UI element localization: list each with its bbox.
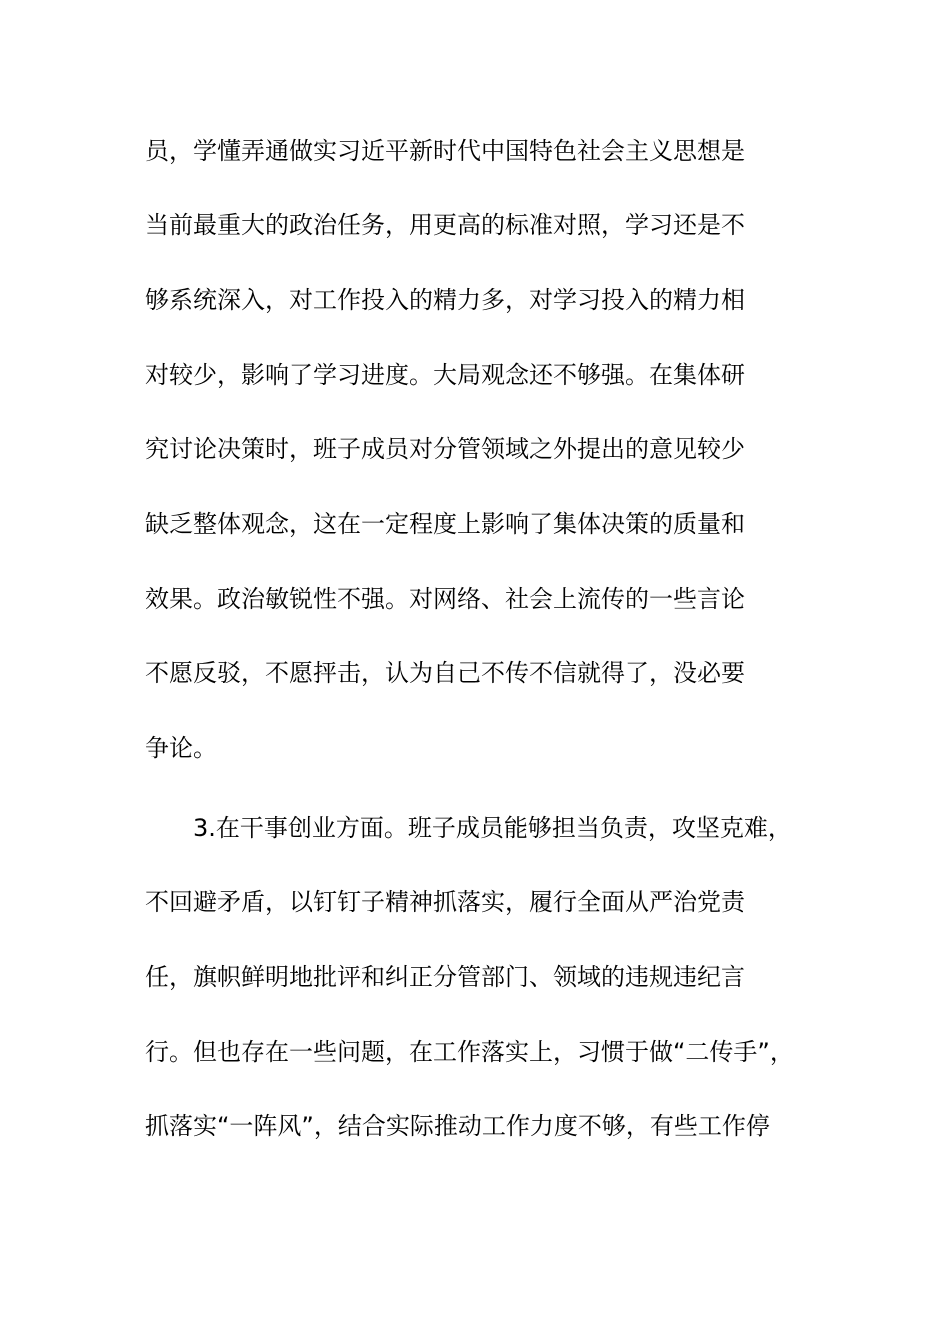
text-line: 对较少，影响了学习进度。大局观念还不够强。在集体研 xyxy=(145,361,745,389)
text-line: 抓落实“一阵风”，结合实际推动工作力度不够，有些工作停 xyxy=(145,1112,770,1140)
paragraph-heading-line: 3.在干事创业方面。班子成员能够担当负责，攻坚克难， xyxy=(193,814,792,842)
text-line: 够系统深入，对工作投入的精力多，对学习投入的精力相 xyxy=(145,286,745,314)
text-line: 争论。 xyxy=(145,734,217,762)
text-line: 当前最重大的政治任务，用更高的标准对照，学习还是不 xyxy=(145,211,745,239)
text-line: 任，旗帜鲜明地批评和纠正分管部门、领域的违规违纪言 xyxy=(145,963,745,991)
text-line: 行。但也存在一些问题，在工作落实上，习惯于做“二传手”， xyxy=(145,1038,794,1066)
text-line: 不回避矛盾，以钉钉子精神抓落实，履行全面从严治党责 xyxy=(145,888,745,916)
text-line: 不愿反驳，不愿抨击，认为自己不传不信就得了，没必要 xyxy=(145,659,745,687)
text-line: 员，学懂弄通做实习近平新时代中国特色社会主义思想是 xyxy=(145,137,745,165)
text-line: 究讨论决策时，班子成员对分管领域之外提出的意见较少 xyxy=(145,435,745,463)
text-line: 缺乏整体观念，这在一定程度上影响了集体决策的质量和 xyxy=(145,510,745,538)
text-line: 效果。政治敏锐性不强。对网络、社会上流传的一些言论 xyxy=(145,585,745,613)
